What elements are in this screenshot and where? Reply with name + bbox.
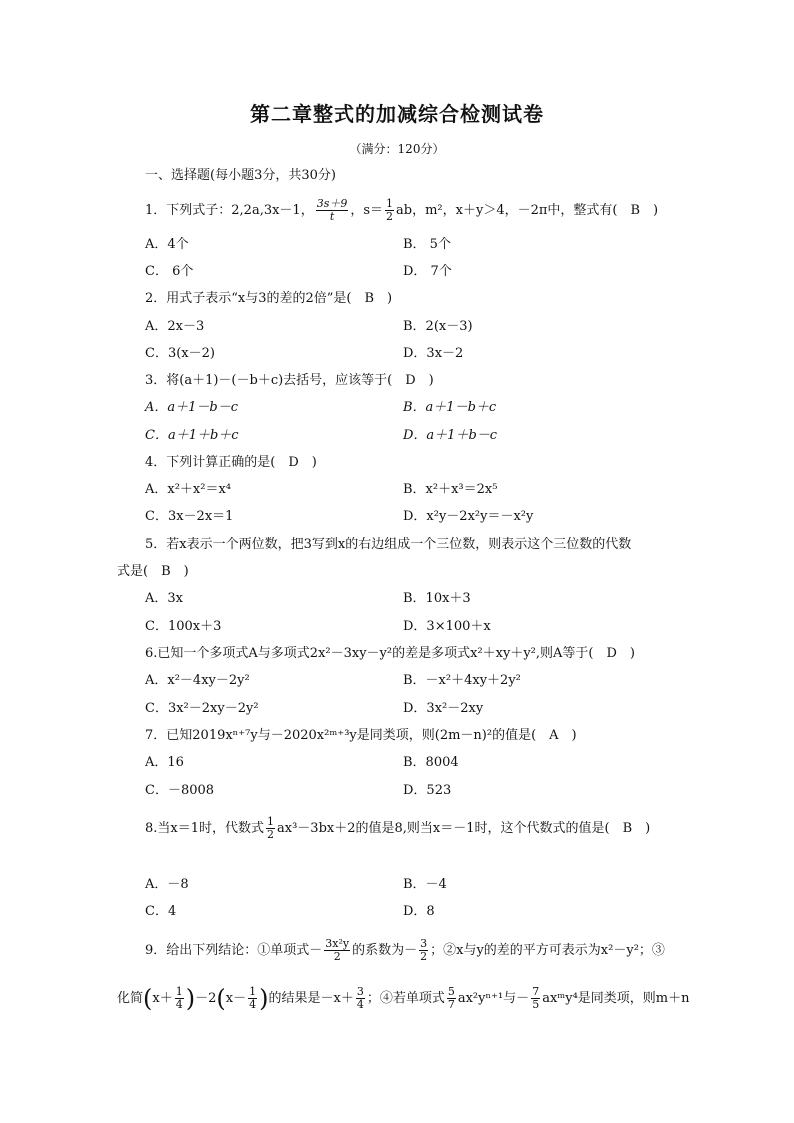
question-9-line-1 xyxy=(145,938,665,963)
section-heading: 一、选择题(每小题3分，共30分) xyxy=(145,168,336,183)
q6-option-a: A．x²－4xy－2y² xyxy=(145,673,250,688)
q9-text-b: 的系数为－ xyxy=(352,943,418,958)
question-5-line-2: 式是( B ) xyxy=(117,564,189,579)
q7-option-c: C．－8008 xyxy=(145,783,215,798)
q9-paren-1: x＋ xyxy=(152,991,173,1006)
q9-fraction-7: $\frac{7}{5}$ xyxy=(532,985,540,1011)
q1-option-b: B． 5个 xyxy=(403,237,451,252)
question-2: 2．用式子表示“x与3的差的2倍”是( B ) xyxy=(145,291,393,306)
q1-option-c: C． 6个 xyxy=(145,264,194,279)
q8-option-d: D．8 xyxy=(403,904,435,919)
q9-text-c: ；②x与y的差的平方可表示为x²－y²；③ xyxy=(430,943,665,958)
q6-option-c: C．3x²－2xy－2y² xyxy=(145,701,259,716)
q3-option-b: B．a＋1－b＋c xyxy=(403,400,497,415)
q9-fraction-1: $\frac{\text{3x²y}}{2}$ xyxy=(325,937,350,963)
q9-text-h: ax²yⁿ⁺¹与－ xyxy=(457,991,530,1006)
q1-text-b: ，s＝ xyxy=(350,203,384,218)
q5-option-a: A．3x xyxy=(145,591,183,606)
q8-text-b: ax³－3bx＋2的值是8,则当x＝－1时，这个代数式的值是( B ) xyxy=(277,821,651,836)
question-1 xyxy=(145,198,658,223)
q1-option-a: A．4个 xyxy=(145,237,189,252)
q8-fraction: $\frac{1}{2}$ xyxy=(267,815,275,841)
q2-option-a: A．2x－3 xyxy=(145,319,205,334)
question-7: 7．已知2019xⁿ⁺⁷y与－2020x²ᵐ⁺³y是同类项，则(2m－n)²的值是( A ) xyxy=(145,728,577,743)
q4-option-a: A．x²＋x²＝x⁴ xyxy=(145,482,232,497)
q9-fraction-4: $\frac{1}{4}$ xyxy=(249,985,257,1011)
q2-option-b: B．2(x－3) xyxy=(403,319,473,334)
q9-text-e: －2 xyxy=(195,991,217,1006)
q2-option-d: D．3x－2 xyxy=(403,346,464,361)
question-3: 3．将(a＋1)－(－b＋c)去括号，应该等于( D ) xyxy=(145,373,434,388)
q8-option-b: B．－4 xyxy=(403,877,447,892)
q4-option-d: D．x²y－2x²y＝－x²y xyxy=(403,509,534,524)
q9-fraction-3: $\frac{1}{4}$ xyxy=(175,985,183,1011)
q5-option-b: B．10x＋3 xyxy=(403,591,471,606)
question-6: 6.已知一个多项式A与多项式2x²－3xy－y²的差是多项式x²＋xy＋y²,则A等于( D ) xyxy=(145,646,635,661)
q9-text-a: 9．给出下列结论：①单项式－ xyxy=(145,943,323,958)
q5-option-d: D．3×100＋x xyxy=(403,619,491,634)
question-5-line-1: 5．若x表示一个两位数，把3写到x的右边组成一个三位数，则表示这个三位数的代数 xyxy=(145,537,632,552)
q7-option-a: A．16 xyxy=(145,755,184,770)
q1-fraction-1: $\frac{3s+9}{t}$ xyxy=(316,197,348,223)
score-note: （满分：120分） xyxy=(349,142,445,156)
q9-text-i: axᵐy⁴是同类项，则m＋n xyxy=(542,991,690,1006)
q6-option-b: B．－x²＋4xy＋2y² xyxy=(403,673,521,688)
q9-text-d: 化简 xyxy=(117,991,144,1006)
q3-option-a: A．a＋1－b－c xyxy=(145,400,239,415)
q7-option-b: B．8004 xyxy=(403,755,459,770)
q9-fraction-5: $\frac{3}{4}$ xyxy=(356,985,364,1011)
q2-option-c: C．3(x－2) xyxy=(145,346,215,361)
q9-text-f: 的结果是－x＋ xyxy=(268,991,354,1006)
q6-option-d: D．3x²－2xy xyxy=(403,701,484,716)
q5-option-c: C．100x＋3 xyxy=(145,619,222,634)
q4-option-c: C．3x－2x＝1 xyxy=(145,509,234,524)
q8-option-c: C．4 xyxy=(145,904,177,919)
q9-fraction-2: $\frac{3}{2}$ xyxy=(420,937,428,963)
q7-option-d: D．523 xyxy=(403,783,452,798)
q1-option-d: D． 7个 xyxy=(403,264,452,279)
q1-text-a: 1．下列式子：2,2a,3x－1， xyxy=(145,203,314,218)
q8-text-a: 8.当x＝1时，代数式 xyxy=(145,821,265,836)
q9-text-g: ；④若单项式 xyxy=(366,991,445,1006)
q1-text-c: ab，m²，x＋y＞4，－2π中，整式有( B ) xyxy=(396,203,659,218)
question-4: 4．下列计算正确的是( D ) xyxy=(145,455,317,470)
q8-option-a: A．－8 xyxy=(145,877,189,892)
question-8 xyxy=(145,816,650,841)
question-9-line-2: 化简(x＋ $\frac{1}{4}$ )－2(x－ $\frac{1}{4}$ )的结果是－x＋ $\frac{3}{4}$ ；④若单项式 $\frac{5}{7}$ ax²yⁿ⁺¹与－ $\frac{7}{5}$ axᵐy⁴是同类项，则m＋n xyxy=(117,984,690,1013)
q9-fraction-6: $\frac{5}{7}$ xyxy=(447,985,455,1011)
q3-option-d: D．a＋1＋b－c xyxy=(403,428,498,443)
page-title: 第二章整式的加减综合检测试卷 xyxy=(250,102,544,126)
q9-paren-2: x－ xyxy=(225,991,247,1006)
q4-option-b: B．x²＋x³＝2x⁵ xyxy=(403,482,498,497)
q1-fraction-2: $\frac{1}{2}$ xyxy=(386,197,394,223)
q3-option-c: C．a＋1＋b＋c xyxy=(145,428,239,443)
